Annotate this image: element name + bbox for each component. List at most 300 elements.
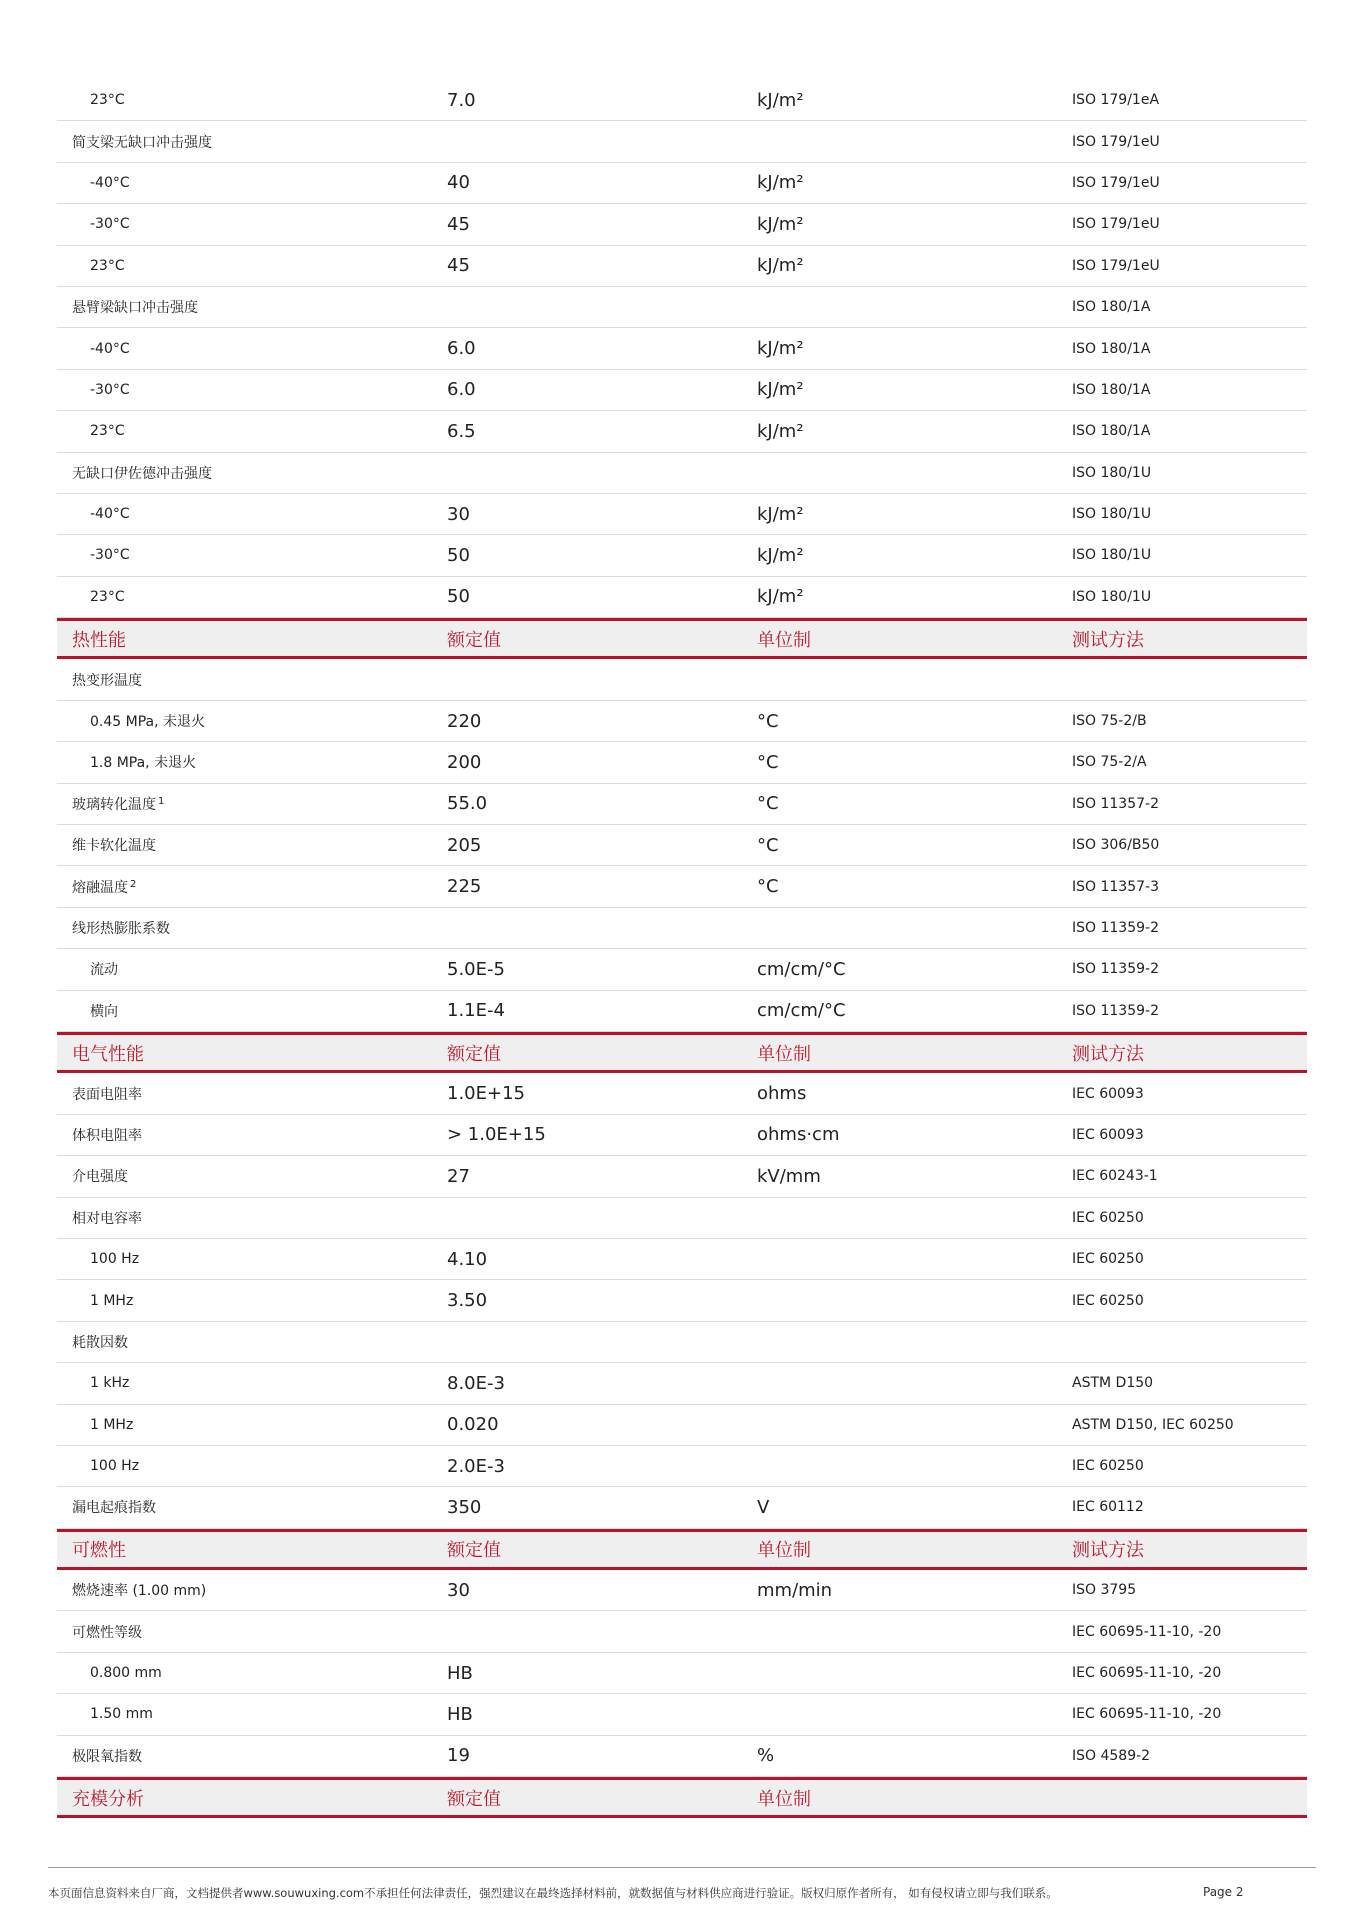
property-name bbox=[72, 287, 198, 327]
property-name-text: 耗散因数 bbox=[72, 1334, 128, 1351]
table-row bbox=[57, 908, 1307, 949]
property-unit bbox=[757, 701, 779, 741]
test-method bbox=[1072, 1570, 1136, 1610]
property-unit-text: °C bbox=[757, 876, 779, 898]
property-value-text: 27 bbox=[447, 1165, 470, 1187]
test-method bbox=[1072, 784, 1159, 824]
property-name-text: 0.800 mm bbox=[90, 1665, 162, 1682]
property-value-text: 50 bbox=[447, 586, 470, 608]
property-name bbox=[90, 577, 125, 617]
property-value-text: 5.0E-5 bbox=[447, 958, 505, 980]
property-value-text: HB bbox=[447, 1662, 473, 1684]
property-value bbox=[447, 949, 505, 989]
column-header-value-text: 额定值 bbox=[447, 629, 501, 651]
property-unit-text: cm/cm/°C bbox=[757, 958, 846, 980]
property-unit bbox=[757, 866, 779, 906]
test-method bbox=[1072, 577, 1151, 617]
column-header-method bbox=[1072, 1035, 1144, 1070]
property-unit bbox=[757, 1487, 769, 1527]
column-header-value bbox=[447, 1532, 501, 1567]
column-header-value-text: 额定值 bbox=[447, 1788, 501, 1810]
property-name bbox=[72, 659, 142, 699]
test-method bbox=[1072, 1653, 1221, 1693]
property-name-text: -40°C bbox=[90, 506, 130, 523]
property-name-text: 悬臂梁缺口冲击强度 bbox=[72, 300, 198, 317]
test-method-text: ISO 179/1eU bbox=[1072, 133, 1160, 150]
property-name bbox=[90, 991, 118, 1031]
property-unit-text: °C bbox=[757, 834, 779, 856]
property-name bbox=[90, 246, 125, 286]
property-name bbox=[90, 742, 196, 782]
footnote-marker: 2 bbox=[130, 879, 137, 891]
property-value bbox=[447, 328, 476, 368]
property-unit bbox=[757, 328, 804, 368]
property-unit bbox=[757, 411, 804, 451]
property-name-text: 介电强度 bbox=[72, 1169, 128, 1186]
property-unit bbox=[757, 577, 804, 617]
property-value-text: 4.10 bbox=[447, 1248, 488, 1270]
property-name bbox=[72, 908, 170, 948]
property-unit-text: mm/min bbox=[757, 1579, 833, 1601]
property-name-text: 无缺口伊佐德冲击强度 bbox=[72, 465, 212, 482]
table-row bbox=[57, 1322, 1307, 1363]
property-unit bbox=[757, 784, 779, 824]
property-unit-text: % bbox=[757, 1745, 775, 1767]
property-value-text: 30 bbox=[447, 1579, 470, 1601]
property-name-text: 0.45 MPa, 未退火 bbox=[90, 714, 205, 731]
test-method bbox=[1072, 1198, 1144, 1238]
property-name-text: 简支梁无缺口冲击强度 bbox=[72, 134, 212, 151]
property-value-text: 6.0 bbox=[447, 379, 476, 401]
property-name-text: 燃烧速率 (1.00 mm) bbox=[72, 1583, 207, 1600]
test-method bbox=[1072, 328, 1150, 368]
test-method-text: IEC 60695-11-10, -20 bbox=[1072, 1706, 1222, 1723]
column-header-unit-text: 单位制 bbox=[757, 1043, 811, 1065]
section-title-text: 电气性能 bbox=[72, 1043, 144, 1065]
table-row bbox=[57, 866, 1307, 907]
property-value-text: 350 bbox=[447, 1496, 482, 1518]
property-name bbox=[90, 1280, 133, 1320]
property-name-text: -40°C bbox=[90, 340, 130, 357]
property-name bbox=[90, 1694, 153, 1734]
section-title-text: 可燃性 bbox=[72, 1540, 126, 1562]
test-method-text: ISO 180/1A bbox=[1072, 299, 1151, 316]
property-value bbox=[447, 701, 481, 741]
property-value-text: HB bbox=[447, 1703, 473, 1725]
property-value-text: 19 bbox=[447, 1745, 470, 1767]
property-name-text: 体积电阻率 bbox=[72, 1127, 142, 1144]
property-name bbox=[72, 1611, 142, 1651]
property-name-text: 横向 bbox=[90, 1003, 118, 1020]
test-method bbox=[1072, 742, 1147, 782]
test-method bbox=[1072, 1446, 1144, 1486]
property-name-text: -30°C bbox=[90, 381, 130, 398]
property-value bbox=[447, 1405, 499, 1445]
column-header-unit bbox=[757, 621, 811, 656]
property-value bbox=[447, 1487, 481, 1527]
property-value-text: 45 bbox=[447, 213, 470, 235]
test-method-text: IEC 60695-11-10, -20 bbox=[1072, 1623, 1222, 1640]
section-title bbox=[72, 1780, 144, 1815]
section-title bbox=[72, 621, 126, 656]
property-name bbox=[72, 453, 212, 493]
test-method bbox=[1072, 287, 1150, 327]
property-name-text: 流动 bbox=[90, 962, 118, 979]
test-method-text: IEC 60112 bbox=[1072, 1499, 1144, 1516]
property-name-text: -30°C bbox=[90, 547, 130, 564]
property-unit-text: ohms bbox=[757, 1083, 807, 1105]
test-method bbox=[1072, 1611, 1221, 1651]
table-row bbox=[57, 494, 1307, 535]
test-method-text: IEC 60243-1 bbox=[1072, 1168, 1158, 1185]
property-table bbox=[57, 80, 1307, 1818]
section-title bbox=[72, 1532, 126, 1567]
section-title-text: 热性能 bbox=[72, 629, 126, 651]
table-row bbox=[57, 659, 1307, 700]
test-method-text: ISO 180/1U bbox=[1072, 547, 1152, 564]
property-name bbox=[90, 1239, 139, 1279]
footnote-marker: 1 bbox=[158, 796, 165, 808]
property-value-text: 1.1E-4 bbox=[447, 1000, 505, 1022]
table-row bbox=[57, 1611, 1307, 1652]
test-method bbox=[1072, 1487, 1144, 1527]
property-value bbox=[447, 866, 481, 906]
property-unit-text: kJ/m² bbox=[757, 544, 804, 566]
test-method-text: IEC 60250 bbox=[1072, 1292, 1144, 1309]
property-name-text: 1 kHz bbox=[90, 1375, 130, 1392]
property-unit-text: V bbox=[757, 1496, 770, 1518]
table-row bbox=[57, 825, 1307, 866]
property-value-text: 225 bbox=[447, 876, 482, 898]
table-row bbox=[57, 577, 1307, 618]
property-unit-text: kJ/m² bbox=[757, 503, 804, 525]
property-value bbox=[447, 535, 470, 575]
test-method-text: ISO 180/1A bbox=[1072, 381, 1151, 398]
table-row bbox=[57, 80, 1307, 121]
property-value bbox=[447, 577, 470, 617]
property-name bbox=[90, 411, 125, 451]
property-name-text: 玻璃转化温度 bbox=[72, 796, 156, 813]
property-name-text: 1 MHz bbox=[90, 1292, 134, 1309]
property-value-text: 45 bbox=[447, 255, 470, 277]
section-header-row bbox=[57, 1529, 1307, 1570]
test-method bbox=[1072, 1363, 1153, 1403]
property-name-text: 漏电起痕指数 bbox=[72, 1500, 156, 1517]
property-name-text: 1 MHz bbox=[90, 1416, 134, 1433]
property-value bbox=[447, 1736, 470, 1776]
property-value-text: 30 bbox=[447, 503, 470, 525]
property-name-text: 极限氧指数 bbox=[72, 1748, 142, 1765]
column-header-value bbox=[447, 1780, 501, 1815]
property-name-text: 23°C bbox=[90, 423, 125, 440]
property-name-text: 相对电容率 bbox=[72, 1210, 142, 1227]
property-name bbox=[72, 784, 164, 824]
property-unit bbox=[757, 80, 804, 120]
test-method-text: ISO 180/1U bbox=[1072, 464, 1152, 481]
property-value-text: 7.0 bbox=[447, 89, 476, 111]
property-name bbox=[72, 1156, 128, 1196]
test-method-text: ISO 180/1A bbox=[1072, 340, 1151, 357]
property-name-text: 可燃性等级 bbox=[72, 1624, 142, 1641]
table-row bbox=[57, 411, 1307, 452]
property-name-text: 23°C bbox=[90, 92, 125, 109]
test-method-text: ISO 4589-2 bbox=[1072, 1747, 1151, 1764]
property-value bbox=[447, 80, 476, 120]
property-value bbox=[447, 1363, 505, 1403]
property-value-text: 220 bbox=[447, 710, 482, 732]
property-name bbox=[90, 1446, 139, 1486]
property-name bbox=[72, 1322, 128, 1362]
table-row bbox=[57, 1363, 1307, 1404]
test-method-text: ISO 179/1eU bbox=[1072, 257, 1160, 274]
property-name bbox=[90, 949, 118, 989]
property-value-text: 40 bbox=[447, 172, 470, 194]
property-value bbox=[447, 1653, 473, 1693]
property-value-text: 8.0E-3 bbox=[447, 1372, 505, 1394]
test-method bbox=[1072, 908, 1159, 948]
property-name-text: 100 Hz bbox=[90, 1458, 140, 1475]
test-method-text: IEC 60695-11-10, -20 bbox=[1072, 1665, 1222, 1682]
property-value bbox=[447, 1570, 470, 1610]
test-method bbox=[1072, 1073, 1144, 1113]
table-row bbox=[57, 701, 1307, 742]
test-method bbox=[1072, 701, 1147, 741]
column-header-method-text: 测试方法 bbox=[1072, 1043, 1144, 1065]
column-header-value bbox=[447, 621, 501, 656]
test-method-text: ISO 3795 bbox=[1072, 1582, 1137, 1599]
property-unit-text: kJ/m² bbox=[757, 213, 804, 235]
test-method-text: ASTM D150, IEC 60250 bbox=[1072, 1416, 1234, 1433]
table-row bbox=[57, 1446, 1307, 1487]
test-method bbox=[1072, 80, 1159, 120]
table-row bbox=[57, 453, 1307, 494]
property-name-text: 1.8 MPa, 未退火 bbox=[90, 755, 197, 772]
property-value bbox=[447, 1280, 487, 1320]
property-unit bbox=[757, 370, 804, 410]
property-name bbox=[72, 1570, 206, 1610]
property-value bbox=[447, 1073, 525, 1113]
property-unit-text: ohms·cm bbox=[757, 1124, 840, 1146]
table-row bbox=[57, 742, 1307, 783]
test-method bbox=[1072, 535, 1151, 575]
property-unit bbox=[757, 825, 779, 865]
table-row bbox=[57, 784, 1307, 825]
property-value-text: 55.0 bbox=[447, 793, 488, 815]
property-unit bbox=[757, 949, 846, 989]
test-method bbox=[1072, 1280, 1144, 1320]
property-unit bbox=[757, 1073, 806, 1113]
table-row bbox=[57, 328, 1307, 369]
property-name bbox=[72, 1198, 142, 1238]
test-method-text: ISO 180/1U bbox=[1072, 588, 1152, 605]
section-title bbox=[72, 1035, 144, 1070]
column-header-unit bbox=[757, 1035, 811, 1070]
table-row bbox=[57, 1280, 1307, 1321]
property-unit-text: kJ/m² bbox=[757, 338, 804, 360]
property-value bbox=[447, 494, 470, 534]
property-name bbox=[72, 121, 212, 161]
property-name bbox=[90, 701, 205, 741]
test-method bbox=[1072, 1239, 1144, 1279]
property-unit bbox=[757, 742, 779, 782]
property-value-text: 200 bbox=[447, 751, 482, 773]
table-row bbox=[57, 1198, 1307, 1239]
property-unit-text: kJ/m² bbox=[757, 255, 804, 277]
property-unit bbox=[757, 163, 804, 203]
property-name bbox=[90, 370, 130, 410]
property-name-text: 23°C bbox=[90, 257, 125, 274]
property-name bbox=[72, 1487, 156, 1527]
test-method-text: ISO 179/1eU bbox=[1072, 216, 1160, 233]
property-value-text: > 1.0E+15 bbox=[447, 1124, 546, 1146]
test-method bbox=[1072, 1694, 1221, 1734]
table-row bbox=[57, 1694, 1307, 1735]
property-value-text: 6.5 bbox=[447, 420, 476, 442]
property-name-text: 热变形温度 bbox=[72, 672, 142, 689]
column-header-unit bbox=[757, 1532, 811, 1567]
footer-disclaimer: 本页面信息资料来自厂商，文档提供者www.souwuxing.com不承担任何法律责任，强烈建议在最终选择材料前，就数据值与材料供应商进行验证。版权归原作者所有， 如有侵权请立即与我们联系。 bbox=[48, 1886, 1058, 1900]
column-header-unit-text: 单位制 bbox=[757, 1540, 811, 1562]
test-method-text: ASTM D150 bbox=[1072, 1375, 1154, 1392]
property-value-text: 6.0 bbox=[447, 338, 476, 360]
property-name-text: 100 Hz bbox=[90, 1251, 140, 1268]
property-name bbox=[72, 1115, 142, 1155]
property-value bbox=[447, 411, 476, 451]
property-unit bbox=[757, 494, 804, 534]
test-method-text: ISO 11359-2 bbox=[1072, 1002, 1159, 1019]
column-header-unit bbox=[757, 1780, 811, 1815]
table-row bbox=[57, 1405, 1307, 1446]
property-unit-text: kV/mm bbox=[757, 1165, 821, 1187]
test-method-text: ISO 11357-3 bbox=[1072, 878, 1159, 895]
property-unit-text: °C bbox=[757, 710, 779, 732]
property-name bbox=[90, 204, 130, 244]
table-row bbox=[57, 535, 1307, 576]
property-name bbox=[72, 866, 136, 906]
table-row bbox=[57, 1736, 1307, 1777]
footer-divider bbox=[48, 1867, 1316, 1868]
test-method bbox=[1072, 246, 1160, 286]
property-unit-text: °C bbox=[757, 751, 779, 773]
property-name-text: 表面电阻率 bbox=[72, 1086, 142, 1103]
column-header-method bbox=[1072, 1532, 1144, 1567]
table-row bbox=[57, 949, 1307, 990]
property-name bbox=[72, 825, 156, 865]
section-title-text: 充模分析 bbox=[72, 1788, 144, 1810]
table-row bbox=[57, 1156, 1307, 1197]
table-row bbox=[57, 163, 1307, 204]
property-name-text: 维卡软化温度 bbox=[72, 838, 156, 855]
test-method bbox=[1072, 204, 1160, 244]
property-value bbox=[447, 370, 476, 410]
test-method bbox=[1072, 1156, 1158, 1196]
table-row bbox=[57, 1239, 1307, 1280]
property-value bbox=[447, 204, 470, 244]
test-method bbox=[1072, 1736, 1150, 1776]
test-method bbox=[1072, 121, 1160, 161]
property-name bbox=[90, 80, 125, 120]
column-header-unit-text: 单位制 bbox=[757, 1788, 811, 1810]
property-unit-text: cm/cm/°C bbox=[757, 1000, 846, 1022]
table-row bbox=[57, 1115, 1307, 1156]
test-method-text: ISO 306/B50 bbox=[1072, 837, 1160, 854]
table-row bbox=[57, 370, 1307, 411]
test-method bbox=[1072, 411, 1150, 451]
table-row bbox=[57, 991, 1307, 1032]
property-value-text: 0.020 bbox=[447, 1414, 499, 1436]
test-method-text: ISO 179/1eA bbox=[1072, 92, 1160, 109]
table-row bbox=[57, 121, 1307, 162]
test-method-text: ISO 11359-2 bbox=[1072, 961, 1159, 978]
column-header-method bbox=[1072, 621, 1144, 656]
property-name-text: -40°C bbox=[90, 174, 130, 191]
property-value bbox=[447, 991, 505, 1031]
test-method bbox=[1072, 453, 1151, 493]
property-value bbox=[447, 246, 470, 286]
property-name bbox=[72, 1073, 142, 1113]
test-method-text: ISO 11357-2 bbox=[1072, 795, 1159, 812]
property-value bbox=[447, 742, 481, 782]
page-number: Page 2 bbox=[1203, 1885, 1244, 1899]
test-method bbox=[1072, 825, 1159, 865]
property-unit-text: kJ/m² bbox=[757, 172, 804, 194]
property-name bbox=[90, 1363, 129, 1403]
test-method-text: IEC 60093 bbox=[1072, 1085, 1144, 1102]
section-header-row bbox=[57, 1032, 1307, 1073]
property-unit bbox=[757, 246, 804, 286]
property-value bbox=[447, 1239, 487, 1279]
property-unit-text: °C bbox=[757, 793, 779, 815]
property-name-text: 熔融温度 bbox=[72, 879, 128, 896]
test-method bbox=[1072, 494, 1151, 534]
property-name bbox=[90, 328, 130, 368]
property-value bbox=[447, 1446, 505, 1486]
test-method bbox=[1072, 1115, 1144, 1155]
property-value-text: 1.0E+15 bbox=[447, 1083, 525, 1105]
property-name-text: 1.50 mm bbox=[90, 1706, 153, 1723]
property-value-text: 50 bbox=[447, 544, 470, 566]
property-name bbox=[90, 163, 130, 203]
table-row bbox=[57, 1570, 1307, 1611]
table-row bbox=[57, 287, 1307, 328]
property-unit-text: kJ/m² bbox=[757, 89, 804, 111]
property-name bbox=[90, 1653, 162, 1693]
test-method-text: ISO 11359-2 bbox=[1072, 920, 1159, 936]
property-unit bbox=[757, 1570, 832, 1610]
property-unit bbox=[757, 1736, 774, 1776]
property-value-text: 2.0E-3 bbox=[447, 1455, 505, 1477]
property-unit bbox=[757, 204, 804, 244]
property-unit-text: kJ/m² bbox=[757, 420, 804, 442]
property-value bbox=[447, 825, 481, 865]
column-header-value bbox=[447, 1035, 501, 1070]
table-row bbox=[57, 1073, 1307, 1114]
section-header-row bbox=[57, 618, 1307, 659]
property-name-text: -30°C bbox=[90, 216, 130, 233]
property-value bbox=[447, 163, 470, 203]
property-value-text: 3.50 bbox=[447, 1290, 488, 1312]
column-header-value-text: 额定值 bbox=[447, 1540, 501, 1562]
test-method-text: ISO 75-2/A bbox=[1072, 754, 1147, 771]
property-unit bbox=[757, 1115, 840, 1155]
property-value bbox=[447, 784, 487, 824]
test-method bbox=[1072, 1405, 1234, 1445]
property-value bbox=[447, 1156, 470, 1196]
property-unit bbox=[757, 991, 846, 1031]
test-method-text: ISO 180/1A bbox=[1072, 423, 1151, 440]
column-header-method-text: 测试方法 bbox=[1072, 629, 1144, 651]
table-row bbox=[57, 246, 1307, 287]
